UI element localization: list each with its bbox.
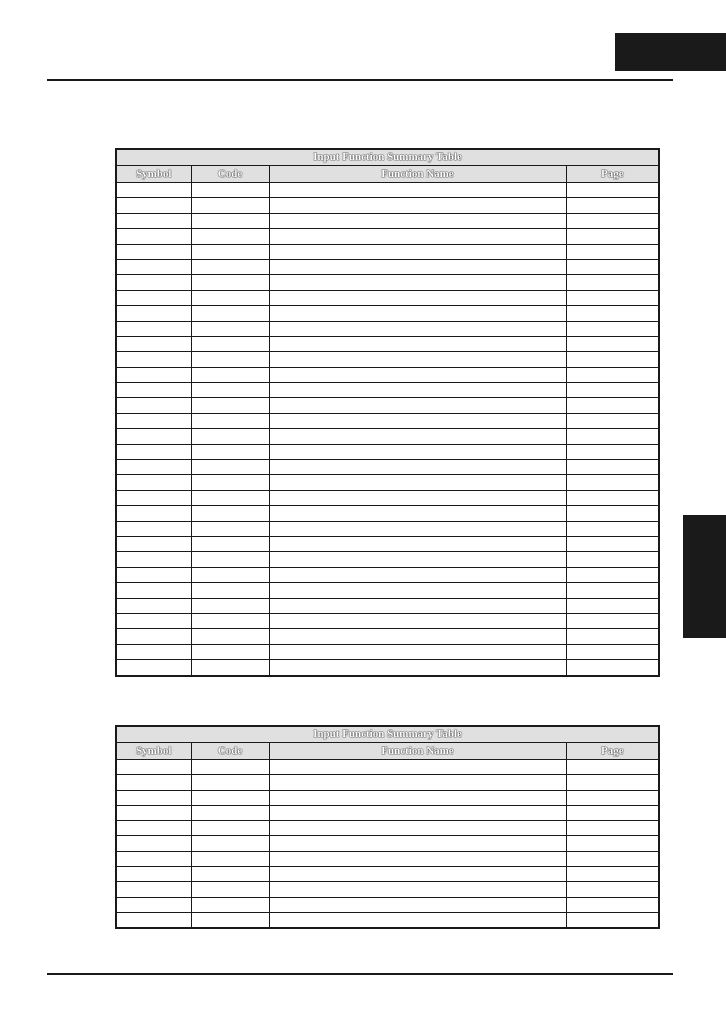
- table-row: [116, 444, 659, 459]
- page-cell: [566, 444, 659, 459]
- function-name-cell: [269, 429, 566, 444]
- page-cell: [566, 460, 659, 475]
- symbol-cell: [116, 836, 191, 851]
- code-cell: [191, 490, 269, 505]
- page-cell: [566, 521, 659, 536]
- symbol-cell: [116, 882, 191, 897]
- code-cell: [191, 613, 269, 628]
- code-cell: [191, 660, 269, 676]
- code-cell: [191, 321, 269, 336]
- function-name-cell: [269, 336, 566, 351]
- function-name-cell: [269, 644, 566, 659]
- symbol-cell: [116, 660, 191, 676]
- table-row: [116, 760, 659, 775]
- symbol-cell: [116, 821, 191, 836]
- symbol-cell: [116, 613, 191, 628]
- symbol-cell: [116, 398, 191, 413]
- code-cell: [191, 897, 269, 912]
- table-row: [116, 367, 659, 382]
- table-row: [116, 805, 659, 820]
- page-cell: [566, 475, 659, 490]
- page-cell: [566, 306, 659, 321]
- function-name-cell: [269, 398, 566, 413]
- symbol-cell: [116, 490, 191, 505]
- code-cell: [191, 851, 269, 866]
- symbol-cell: [116, 444, 191, 459]
- symbol-cell: [116, 583, 191, 598]
- table-row: [116, 506, 659, 521]
- symbol-cell: [116, 897, 191, 912]
- symbol-cell: [116, 805, 191, 820]
- function-name-cell: [269, 229, 566, 244]
- table-row: [116, 521, 659, 536]
- symbol-cell: [116, 183, 191, 198]
- table-row: [116, 275, 659, 290]
- column-header-symbol: Symbol: [116, 743, 191, 760]
- symbol-cell: [116, 259, 191, 274]
- column-header-page: Page: [566, 743, 659, 760]
- code-cell: [191, 352, 269, 367]
- code-cell: [191, 244, 269, 259]
- column-header-code: Code: [191, 743, 269, 760]
- table-body: [116, 183, 659, 676]
- function-name-cell: [269, 213, 566, 228]
- page-cell: [566, 660, 659, 676]
- symbol-cell: [116, 306, 191, 321]
- code-cell: [191, 644, 269, 659]
- function-name-cell: [269, 912, 566, 928]
- function-name-cell: [269, 567, 566, 582]
- code-cell: [191, 275, 269, 290]
- input-function-summary-table-1: [115, 148, 660, 677]
- page-cell: [566, 413, 659, 428]
- symbol-cell: [116, 629, 191, 644]
- page-cell: [566, 244, 659, 259]
- table-row: [116, 598, 659, 613]
- symbol-cell: [116, 198, 191, 213]
- symbol-cell: [116, 851, 191, 866]
- code-cell: [191, 912, 269, 928]
- table-row: [116, 290, 659, 305]
- function-name-cell: [269, 613, 566, 628]
- table-row: [116, 536, 659, 551]
- table-row: [116, 836, 659, 851]
- table-title: Input Function Summary Table: [116, 726, 659, 743]
- chapter-tab-top: [615, 33, 726, 71]
- symbol-cell: [116, 336, 191, 351]
- table-row: [116, 352, 659, 367]
- code-cell: [191, 398, 269, 413]
- function-name-cell: [269, 821, 566, 836]
- code-cell: [191, 259, 269, 274]
- table-row: [116, 183, 659, 198]
- symbol-cell: [116, 460, 191, 475]
- symbol-cell: [116, 321, 191, 336]
- symbol-cell: [116, 521, 191, 536]
- function-name-cell: [269, 367, 566, 382]
- code-cell: [191, 629, 269, 644]
- table-row: [116, 897, 659, 912]
- function-name-cell: [269, 290, 566, 305]
- chapter-tab-side: [683, 515, 726, 638]
- table-row: [116, 490, 659, 505]
- page-cell: [566, 567, 659, 582]
- function-name-cell: [269, 897, 566, 912]
- page-cell: [566, 775, 659, 790]
- code-cell: [191, 598, 269, 613]
- code-cell: [191, 336, 269, 351]
- function-name-cell: [269, 321, 566, 336]
- symbol-cell: [116, 229, 191, 244]
- table-row: [116, 198, 659, 213]
- symbol-cell: [116, 352, 191, 367]
- page-cell: [566, 198, 659, 213]
- function-name-cell: [269, 306, 566, 321]
- table-row: [116, 583, 659, 598]
- code-cell: [191, 867, 269, 882]
- code-cell: [191, 306, 269, 321]
- function-name-cell: [269, 383, 566, 398]
- code-cell: [191, 805, 269, 820]
- page-cell: [566, 836, 659, 851]
- table-row: [116, 398, 659, 413]
- code-cell: [191, 367, 269, 382]
- page-cell: [566, 321, 659, 336]
- code-cell: [191, 882, 269, 897]
- function-name-cell: [269, 259, 566, 274]
- symbol-cell: [116, 552, 191, 567]
- symbol-cell: [116, 912, 191, 928]
- table-row: [116, 475, 659, 490]
- code-cell: [191, 429, 269, 444]
- function-name-cell: [269, 198, 566, 213]
- function-name-cell: [269, 836, 566, 851]
- symbol-cell: [116, 413, 191, 428]
- code-cell: [191, 836, 269, 851]
- code-cell: [191, 583, 269, 598]
- function-name-cell: [269, 536, 566, 551]
- function-name-cell: [269, 490, 566, 505]
- page-cell: [566, 259, 659, 274]
- table-row: [116, 567, 659, 582]
- code-cell: [191, 290, 269, 305]
- code-cell: [191, 552, 269, 567]
- function-name-cell: [269, 275, 566, 290]
- symbol-cell: [116, 367, 191, 382]
- table-row: [116, 229, 659, 244]
- page-cell: [566, 552, 659, 567]
- page-cell: [566, 536, 659, 551]
- function-name-cell: [269, 552, 566, 567]
- table-row: [116, 321, 659, 336]
- symbol-cell: [116, 213, 191, 228]
- function-name-cell: [269, 244, 566, 259]
- page-cell: [566, 383, 659, 398]
- table-row: [116, 660, 659, 676]
- function-name-cell: [269, 629, 566, 644]
- table-row: [116, 790, 659, 805]
- function-name-cell: [269, 805, 566, 820]
- table-row: [116, 882, 659, 897]
- symbol-cell: [116, 275, 191, 290]
- function-name-cell: [269, 521, 566, 536]
- code-cell: [191, 790, 269, 805]
- table-row: [116, 383, 659, 398]
- page-cell: [566, 183, 659, 198]
- page-cell: [566, 629, 659, 644]
- code-cell: [191, 383, 269, 398]
- function-name-cell: [269, 867, 566, 882]
- table-row: [116, 460, 659, 475]
- column-header-page: Page: [566, 166, 659, 183]
- column-header-code: Code: [191, 166, 269, 183]
- code-cell: [191, 413, 269, 428]
- column-header-symbol: Symbol: [116, 166, 191, 183]
- page-cell: [566, 367, 659, 382]
- symbol-cell: [116, 567, 191, 582]
- code-cell: [191, 821, 269, 836]
- page-cell: [566, 897, 659, 912]
- input-function-summary-table-2: [115, 725, 660, 929]
- function-name-cell: [269, 660, 566, 676]
- table-row: [116, 821, 659, 836]
- table-row: [116, 413, 659, 428]
- page-cell: [566, 867, 659, 882]
- footer-rule: [47, 973, 673, 975]
- table-row: [116, 629, 659, 644]
- page-cell: [566, 851, 659, 866]
- page-cell: [566, 229, 659, 244]
- page-cell: [566, 429, 659, 444]
- column-header-function-name: Function Name: [269, 743, 566, 760]
- page-cell: [566, 613, 659, 628]
- page-cell: [566, 275, 659, 290]
- code-cell: [191, 444, 269, 459]
- page-cell: [566, 213, 659, 228]
- function-name-cell: [269, 760, 566, 775]
- code-cell: [191, 198, 269, 213]
- page-cell: [566, 490, 659, 505]
- table-row: [116, 429, 659, 444]
- symbol-cell: [116, 536, 191, 551]
- code-cell: [191, 229, 269, 244]
- function-name-cell: [269, 583, 566, 598]
- page-cell: [566, 912, 659, 928]
- page-cell: [566, 336, 659, 351]
- function-name-cell: [269, 413, 566, 428]
- function-name-cell: [269, 882, 566, 897]
- table-row: [116, 912, 659, 928]
- table-row: [116, 775, 659, 790]
- code-cell: [191, 506, 269, 521]
- symbol-cell: [116, 290, 191, 305]
- table-row: [116, 336, 659, 351]
- table-body: [116, 760, 659, 929]
- table-row: [116, 306, 659, 321]
- code-cell: [191, 183, 269, 198]
- code-cell: [191, 475, 269, 490]
- table-row: [116, 867, 659, 882]
- page-cell: [566, 290, 659, 305]
- symbol-cell: [116, 244, 191, 259]
- code-cell: [191, 460, 269, 475]
- table-row: [116, 259, 659, 274]
- table-row: [116, 851, 659, 866]
- function-name-cell: [269, 851, 566, 866]
- function-name-cell: [269, 444, 566, 459]
- table-row: [116, 613, 659, 628]
- page-cell: [566, 398, 659, 413]
- table-title: Input Function Summary Table: [116, 149, 659, 166]
- symbol-cell: [116, 790, 191, 805]
- page-cell: [566, 805, 659, 820]
- function-name-cell: [269, 183, 566, 198]
- page-cell: [566, 598, 659, 613]
- code-cell: [191, 521, 269, 536]
- page-cell: [566, 583, 659, 598]
- symbol-cell: [116, 644, 191, 659]
- function-name-cell: [269, 352, 566, 367]
- page-cell: [566, 352, 659, 367]
- function-name-cell: [269, 475, 566, 490]
- symbol-cell: [116, 760, 191, 775]
- function-name-cell: [269, 460, 566, 475]
- page-cell: [566, 644, 659, 659]
- symbol-cell: [116, 506, 191, 521]
- function-name-cell: [269, 790, 566, 805]
- table-row: [116, 213, 659, 228]
- symbol-cell: [116, 867, 191, 882]
- symbol-cell: [116, 775, 191, 790]
- code-cell: [191, 213, 269, 228]
- code-cell: [191, 775, 269, 790]
- symbol-cell: [116, 475, 191, 490]
- page-cell: [566, 760, 659, 775]
- code-cell: [191, 760, 269, 775]
- page-cell: [566, 506, 659, 521]
- header-rule: [47, 79, 673, 81]
- symbol-cell: [116, 598, 191, 613]
- table-row: [116, 644, 659, 659]
- symbol-cell: [116, 383, 191, 398]
- function-name-cell: [269, 598, 566, 613]
- table-row: [116, 552, 659, 567]
- table-row: [116, 244, 659, 259]
- symbol-cell: [116, 429, 191, 444]
- code-cell: [191, 567, 269, 582]
- page-cell: [566, 882, 659, 897]
- code-cell: [191, 536, 269, 551]
- column-header-function-name: Function Name: [269, 166, 566, 183]
- page-cell: [566, 790, 659, 805]
- function-name-cell: [269, 506, 566, 521]
- page-cell: [566, 821, 659, 836]
- function-name-cell: [269, 775, 566, 790]
